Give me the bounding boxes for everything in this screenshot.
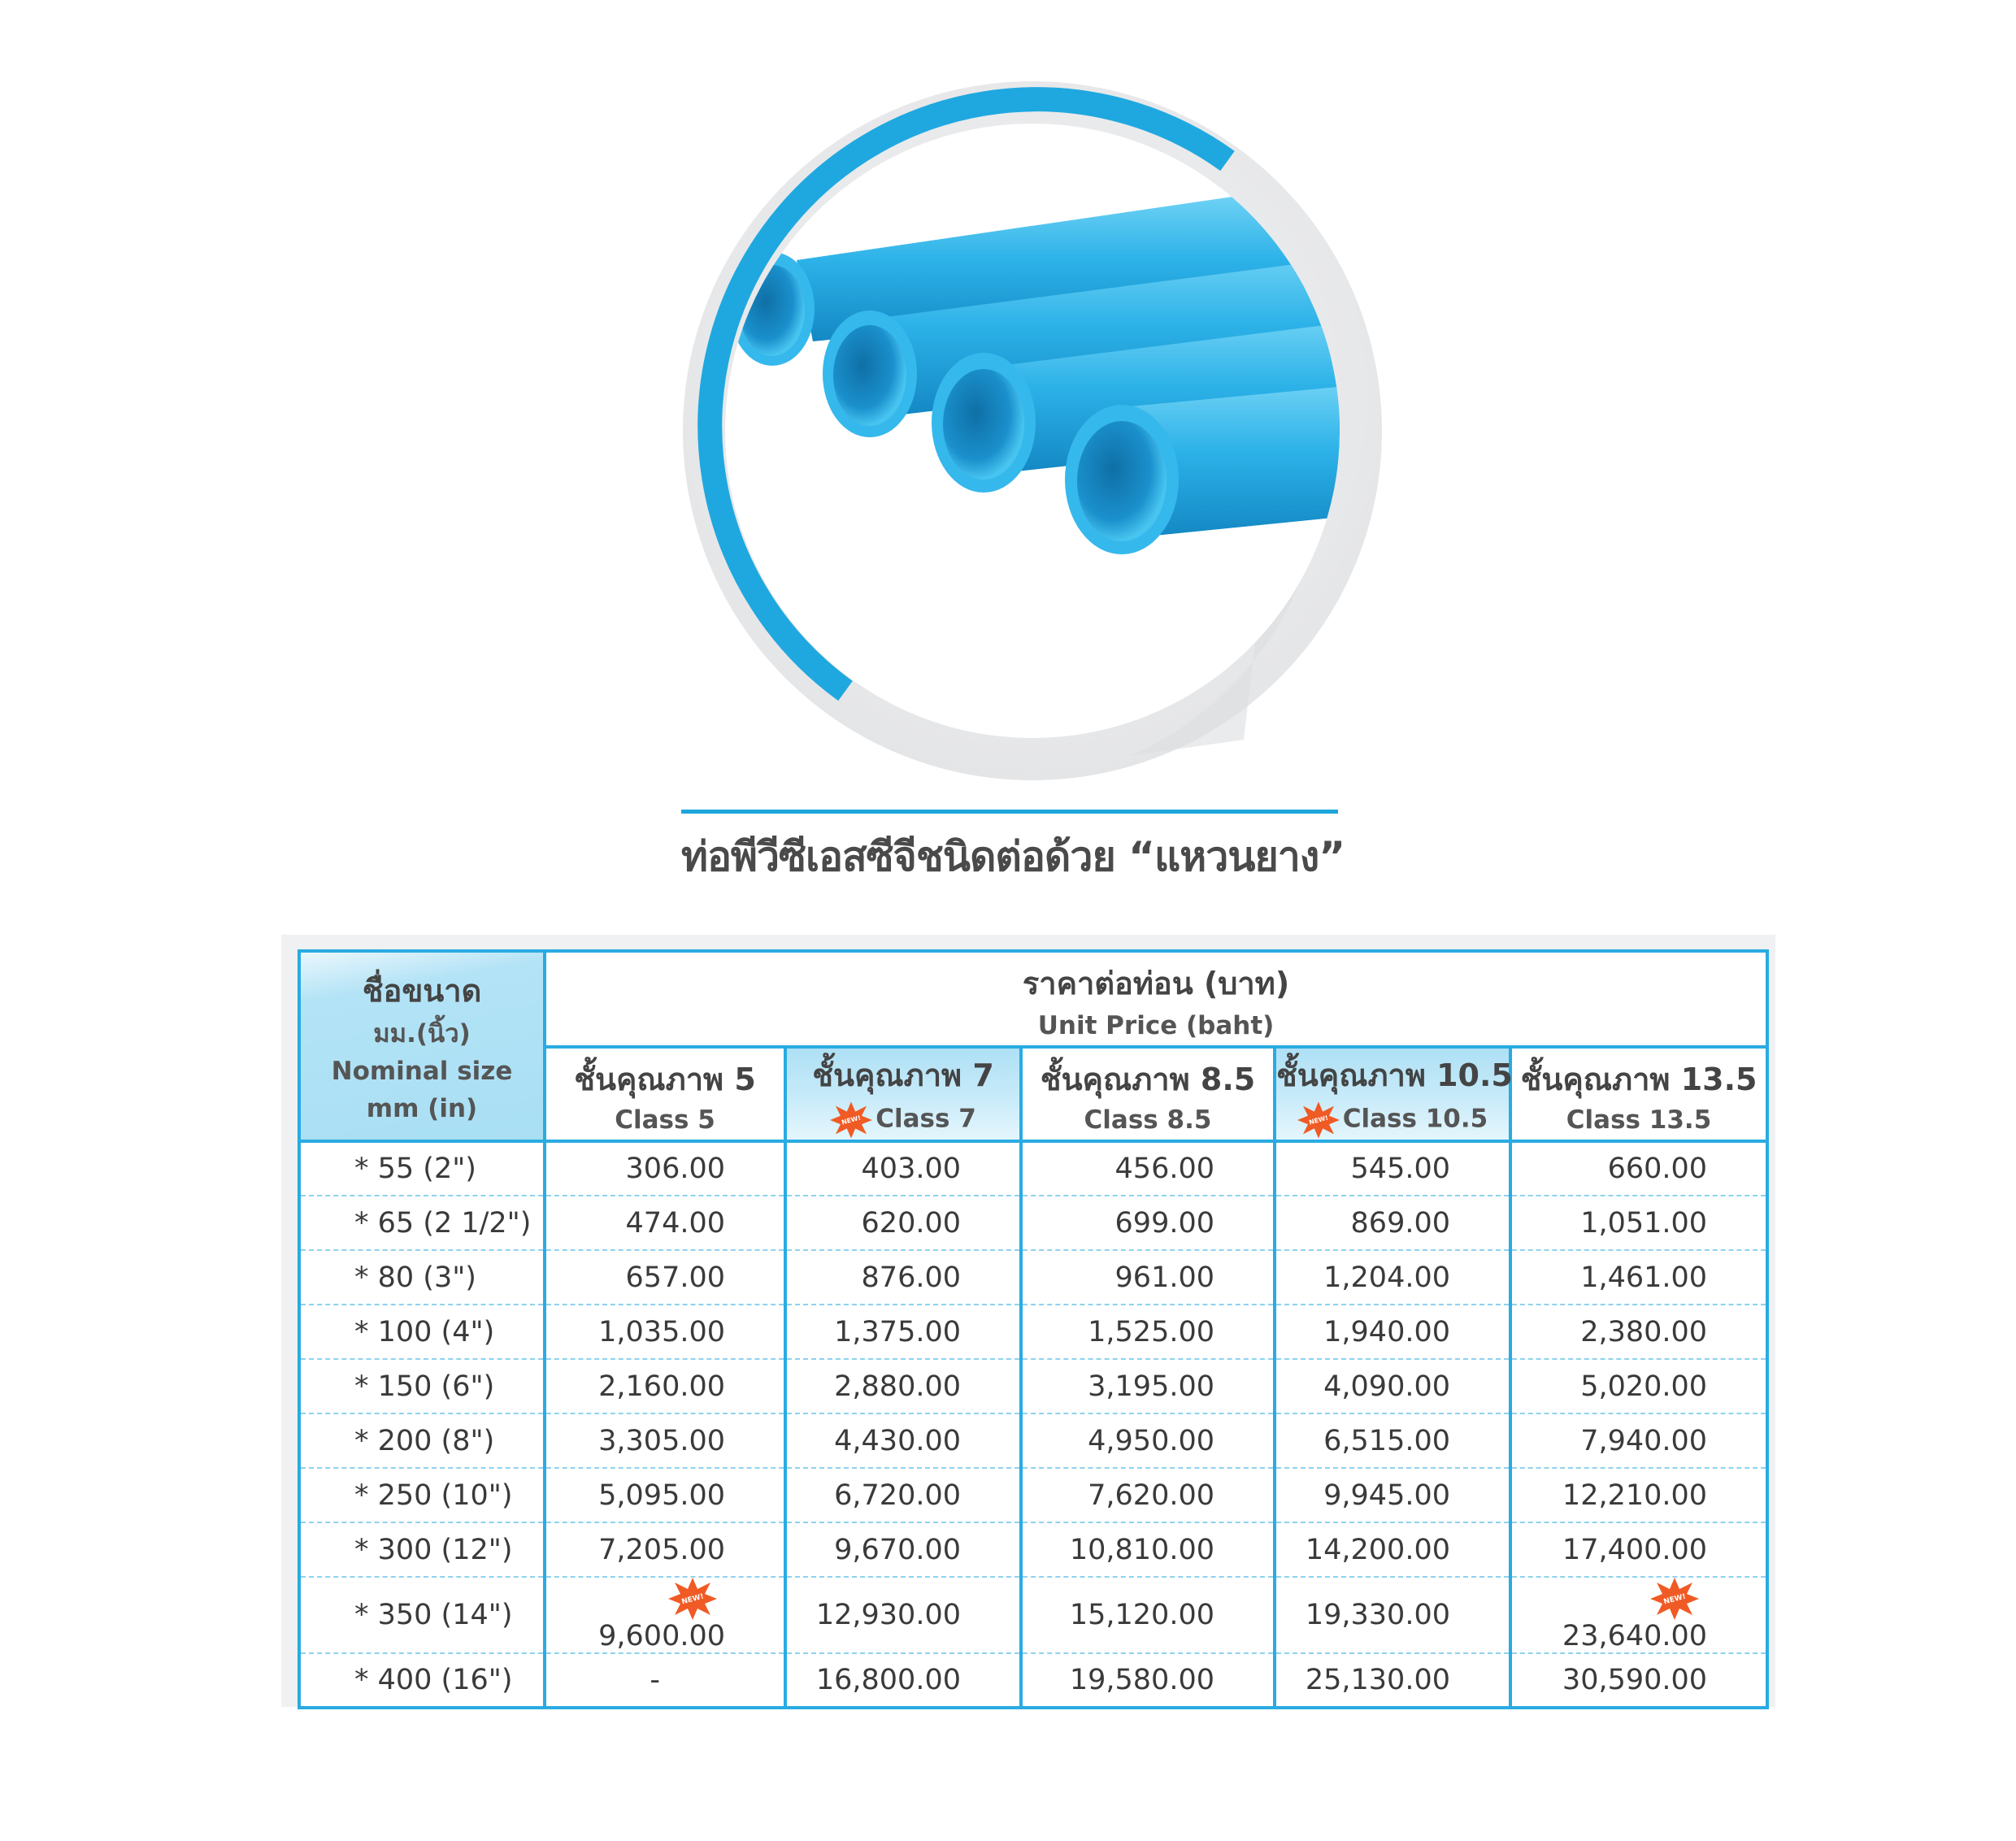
price-value: 7,940.00 bbox=[1580, 1424, 1708, 1457]
price-cell bbox=[1021, 1250, 1275, 1305]
price-cell bbox=[1510, 1653, 1767, 1708]
price-value: 403.00 bbox=[861, 1153, 961, 1185]
price-cell bbox=[1510, 1141, 1767, 1196]
price-value: - bbox=[650, 1664, 660, 1696]
price-value: 1,461.00 bbox=[1580, 1261, 1708, 1294]
price-value: 4,090.00 bbox=[1323, 1370, 1450, 1403]
price-cell bbox=[1021, 1305, 1275, 1359]
svg-text:NEW!: NEW! bbox=[841, 1114, 862, 1127]
price-value: 30,590.00 bbox=[1562, 1664, 1708, 1696]
class-header-1 bbox=[785, 1047, 1021, 1141]
price-value: 4,950.00 bbox=[1088, 1424, 1214, 1457]
title-rule bbox=[681, 810, 1338, 814]
price-cell bbox=[545, 1250, 785, 1305]
size-header-unit-thai: มม.(นิ้ว) bbox=[373, 1018, 471, 1049]
price-cell bbox=[1275, 1359, 1510, 1413]
table-row bbox=[299, 1653, 1767, 1708]
price-value: 6,720.00 bbox=[834, 1478, 961, 1512]
price-cell bbox=[1021, 1577, 1275, 1653]
price-cell bbox=[1021, 1359, 1275, 1413]
price-cell bbox=[1021, 1522, 1275, 1577]
price-value: 1,375.00 bbox=[834, 1315, 961, 1348]
price-value: 7,620.00 bbox=[1088, 1478, 1214, 1512]
price-value: 1,940.00 bbox=[1323, 1315, 1450, 1348]
price-cell bbox=[1510, 1577, 1767, 1653]
price-cell bbox=[545, 1577, 785, 1653]
price-value: 474.00 bbox=[625, 1206, 725, 1240]
price-cell bbox=[785, 1577, 1021, 1653]
size-cell: * 300 (12") bbox=[299, 1522, 545, 1577]
table-row bbox=[299, 1413, 1767, 1468]
price-value: 23,640.00 bbox=[1562, 1620, 1708, 1652]
price-value: 5,095.00 bbox=[598, 1478, 725, 1512]
price-cell bbox=[545, 1305, 785, 1359]
new-starburst-icon bbox=[668, 1578, 717, 1620]
price-table bbox=[298, 949, 1769, 1709]
price-value: 699.00 bbox=[1114, 1206, 1214, 1240]
size-cell: * 80 (3") bbox=[299, 1250, 545, 1305]
class-header-en: Class 5 bbox=[615, 1105, 715, 1135]
size-cell: * 250 (10") bbox=[299, 1468, 545, 1522]
price-cell bbox=[785, 1359, 1021, 1413]
class-header-2 bbox=[1021, 1047, 1275, 1141]
svg-text:NEW!: NEW! bbox=[1662, 1592, 1688, 1607]
size-cell: * 55 (2") bbox=[299, 1141, 545, 1196]
price-value: 545.00 bbox=[1350, 1153, 1450, 1185]
svg-text:NEW!: NEW! bbox=[1308, 1114, 1329, 1127]
svg-text:NEW!: NEW! bbox=[680, 1592, 705, 1607]
price-cell bbox=[785, 1141, 1021, 1196]
price-value: 456.00 bbox=[1114, 1153, 1214, 1185]
price-value: 2,880.00 bbox=[834, 1370, 961, 1403]
price-cell bbox=[1275, 1577, 1510, 1653]
price-cell bbox=[545, 1522, 785, 1577]
class-header-en: Class 13.5 bbox=[1566, 1105, 1712, 1135]
price-cell bbox=[785, 1653, 1021, 1708]
table-row bbox=[299, 1250, 1767, 1305]
price-cell bbox=[545, 1141, 785, 1196]
price-cell bbox=[1275, 1196, 1510, 1250]
price-cell bbox=[785, 1413, 1021, 1468]
price-cell bbox=[1275, 1305, 1510, 1359]
table-row bbox=[299, 1359, 1767, 1413]
price-value: 2,160.00 bbox=[598, 1370, 725, 1403]
price-cell bbox=[545, 1653, 785, 1708]
price-cell bbox=[545, 1196, 785, 1250]
price-value: 12,930.00 bbox=[815, 1599, 961, 1631]
price-value: 660.00 bbox=[1607, 1153, 1708, 1185]
size-cell: * 100 (4") bbox=[299, 1305, 545, 1359]
unit-price-header bbox=[545, 951, 1767, 1047]
price-value: 869.00 bbox=[1350, 1206, 1450, 1240]
price-value: 9,670.00 bbox=[834, 1533, 961, 1566]
price-cell bbox=[1275, 1250, 1510, 1305]
price-cell bbox=[1275, 1413, 1510, 1468]
unit-price-header-en: Unit Price (baht) bbox=[1037, 1010, 1275, 1040]
price-value: 17,400.00 bbox=[1562, 1533, 1708, 1566]
table-row bbox=[299, 1468, 1767, 1522]
table-row bbox=[299, 1141, 1767, 1196]
price-cell bbox=[1510, 1413, 1767, 1468]
price-value: 1,051.00 bbox=[1580, 1206, 1708, 1240]
new-starburst-icon bbox=[1650, 1578, 1699, 1620]
price-value: 19,330.00 bbox=[1305, 1599, 1450, 1631]
size-cell: * 150 (6") bbox=[299, 1359, 545, 1413]
price-cell bbox=[1275, 1141, 1510, 1196]
price-cell bbox=[1510, 1468, 1767, 1522]
size-header-en-line1: Nominal size bbox=[331, 1056, 513, 1086]
new-starburst-icon bbox=[1297, 1101, 1340, 1139]
price-cell bbox=[545, 1413, 785, 1468]
price-cell bbox=[785, 1522, 1021, 1577]
price-value: 14,200.00 bbox=[1305, 1533, 1450, 1566]
unit-price-header-thai: ราคาต่อท่อน (บาท) bbox=[1022, 965, 1290, 1001]
class-header-thai: ชั้นคุณภาพ 7 bbox=[812, 1057, 994, 1093]
price-cell bbox=[1021, 1468, 1275, 1522]
price-value: 2,380.00 bbox=[1580, 1315, 1708, 1348]
price-value: 12,210.00 bbox=[1562, 1478, 1708, 1512]
class-header-thai: ชั้นคุณภาพ 13.5 bbox=[1520, 1061, 1757, 1097]
price-cell bbox=[545, 1468, 785, 1522]
price-value: 7,205.00 bbox=[598, 1533, 725, 1566]
table-row bbox=[299, 1522, 1767, 1577]
price-value: 3,305.00 bbox=[598, 1424, 725, 1457]
class-header-thai: ชั้นคุณภาพ 10.5 bbox=[1276, 1057, 1513, 1093]
title-block bbox=[681, 810, 1345, 889]
price-cell bbox=[1021, 1413, 1275, 1468]
price-cell bbox=[1021, 1196, 1275, 1250]
price-cell bbox=[545, 1359, 785, 1413]
price-value: 961.00 bbox=[1114, 1261, 1214, 1294]
size-cell: * 200 (8") bbox=[299, 1413, 545, 1468]
table-row bbox=[299, 1577, 1767, 1653]
price-value: 876.00 bbox=[861, 1261, 961, 1294]
class-header-0 bbox=[545, 1047, 785, 1141]
price-value: 1,035.00 bbox=[598, 1315, 725, 1348]
price-cell bbox=[1021, 1141, 1275, 1196]
class-header-thai: ชั้นคุณภาพ 5 bbox=[574, 1061, 756, 1097]
class-header-en: Class 8.5 bbox=[1084, 1105, 1212, 1135]
price-value: 10,810.00 bbox=[1069, 1533, 1214, 1566]
table-row bbox=[299, 1196, 1767, 1250]
price-value: 5,020.00 bbox=[1580, 1370, 1708, 1403]
price-value: 3,195.00 bbox=[1088, 1370, 1214, 1403]
size-cell: * 65 (2 1/2") bbox=[299, 1196, 545, 1250]
price-value: 25,130.00 bbox=[1305, 1664, 1450, 1696]
price-cell bbox=[785, 1250, 1021, 1305]
price-value: 1,204.00 bbox=[1323, 1261, 1450, 1294]
price-value: 6,515.00 bbox=[1323, 1424, 1450, 1457]
class-header-thai: ชั้นคุณภาพ 8.5 bbox=[1040, 1061, 1256, 1097]
size-cell: * 350 (14") bbox=[299, 1577, 545, 1653]
table-row bbox=[299, 1305, 1767, 1359]
price-value: 9,600.00 bbox=[598, 1620, 725, 1652]
size-cell: * 400 (16") bbox=[299, 1653, 545, 1708]
price-cell bbox=[1510, 1359, 1767, 1413]
page-title: ท่อพีวีซีเอสซีจีชนิดต่อด้วย “แหวนยาง” bbox=[681, 833, 1345, 880]
price-cell bbox=[1510, 1522, 1767, 1577]
price-cell bbox=[1510, 1196, 1767, 1250]
pvc-pipe-image bbox=[675, 73, 1390, 788]
new-starburst-icon bbox=[830, 1101, 872, 1139]
price-value: 306.00 bbox=[625, 1153, 725, 1185]
size-column-header bbox=[299, 951, 545, 1141]
size-header-thai: ชื่อขนาด bbox=[362, 972, 482, 1009]
size-header-en-line2: mm (in) bbox=[366, 1093, 478, 1123]
price-value: 657.00 bbox=[625, 1261, 725, 1294]
price-cell bbox=[1275, 1468, 1510, 1522]
price-cell bbox=[1510, 1305, 1767, 1359]
price-value: 9,945.00 bbox=[1323, 1478, 1450, 1512]
price-value: 15,120.00 bbox=[1069, 1599, 1214, 1631]
class-header-en: Class 10.5 bbox=[1342, 1104, 1488, 1133]
price-cell bbox=[785, 1196, 1021, 1250]
class-header-3 bbox=[1275, 1047, 1513, 1141]
price-value: 16,800.00 bbox=[815, 1664, 961, 1696]
price-cell bbox=[1021, 1653, 1275, 1708]
class-header-4 bbox=[1510, 1047, 1767, 1141]
price-cell bbox=[1510, 1250, 1767, 1305]
price-value: 1,525.00 bbox=[1088, 1315, 1214, 1348]
price-cell bbox=[1275, 1653, 1510, 1708]
price-cell bbox=[1275, 1522, 1510, 1577]
price-cell bbox=[785, 1305, 1021, 1359]
class-header-en: Class 7 bbox=[875, 1104, 976, 1133]
price-value: 19,580.00 bbox=[1069, 1664, 1214, 1696]
price-value: 4,430.00 bbox=[834, 1424, 961, 1457]
price-cell bbox=[785, 1468, 1021, 1522]
price-value: 620.00 bbox=[861, 1206, 961, 1240]
